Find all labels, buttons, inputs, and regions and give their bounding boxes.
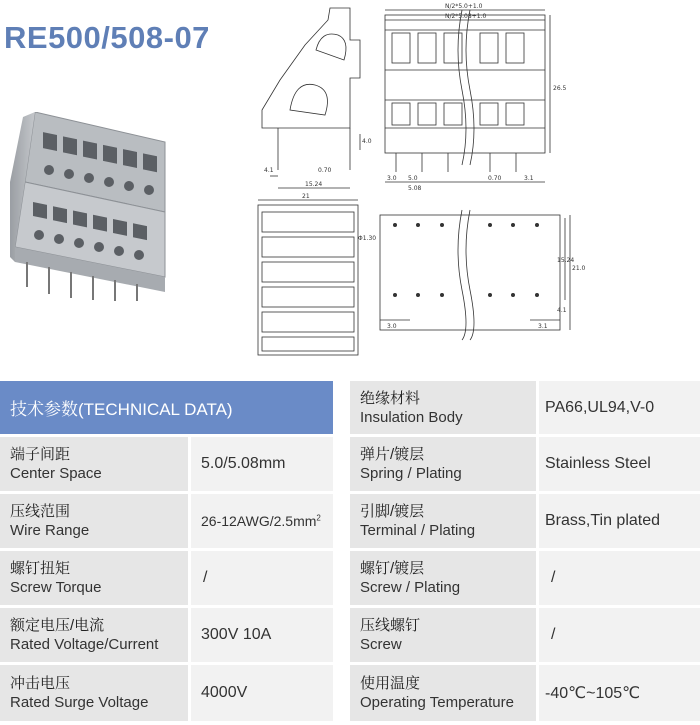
- dim-3-0-b: 3.0: [387, 323, 397, 330]
- dim-3-0: 3.0: [387, 175, 397, 182]
- value-wire-range: $26-12AWG/2.5mm^2$: [191, 494, 333, 548]
- value-screw: /: [539, 608, 700, 662]
- dim-3-1: 3.1: [524, 175, 534, 182]
- value-rated-voltage-current: 300V 10A: [191, 608, 333, 662]
- value-screw-torque: /: [191, 551, 333, 605]
- label-screw-plating: 螺钉/镀层 Screw / Plating: [350, 551, 536, 605]
- dim-5-08: 5.08: [408, 185, 422, 192]
- dim-hole: Φ1.30: [358, 235, 377, 242]
- dim-4-1: 4.1: [264, 167, 274, 174]
- label-insulation-body: 绝缘材料 Insulation Body: [350, 381, 536, 434]
- value-operating-temperature: -40℃~105℃: [539, 665, 700, 721]
- dim-3-1-b: 3.1: [538, 323, 548, 330]
- value-spring-plating: Stainless Steel: [539, 437, 700, 491]
- dim-height: 26.5: [553, 85, 567, 92]
- label-screw-torque: 螺钉扭矩 Screw Torque: [0, 551, 188, 605]
- dim-0-70-b: 0.70: [488, 175, 502, 182]
- dim-0-70-a: 0.70: [318, 167, 332, 174]
- label-operating-temperature: 使用温度 Operating Temperature: [350, 665, 536, 721]
- dim-21-0: 21.0: [572, 265, 586, 272]
- dim-pin-len: 4.0: [362, 138, 372, 145]
- label-wire-range: 压线范围 Wire Range: [0, 494, 188, 548]
- product-photo: [5, 112, 170, 302]
- label-screw: 压线螺钉 Screw: [350, 608, 536, 662]
- technical-data-table: [0, 381, 700, 725]
- technical-drawing: [250, 0, 700, 365]
- dim-15-24-v: 15.24: [557, 257, 575, 264]
- product-title: RE500/508-07: [4, 20, 210, 55]
- value-screw-plating: /: [539, 551, 700, 605]
- table-header: 技术参数(TECHNICAL DATA): [0, 381, 333, 434]
- dim-5-0: 5.0: [408, 175, 418, 182]
- value-terminal-plating: Brass,Tin plated: [539, 494, 700, 548]
- label-rated-voltage-current: 额定电压/电流 Rated Voltage/Current: [0, 608, 188, 662]
- label-terminal-plating: 引脚/镀层 Terminal / Plating: [350, 494, 536, 548]
- label-center-space: 端子间距 Center Space: [0, 437, 188, 491]
- dim-15-24: 15.24: [305, 181, 323, 188]
- value-rated-surge-voltage: 4000V: [191, 665, 333, 721]
- dim-width-21: 21: [302, 193, 310, 200]
- value-insulation-body: PA66,UL94,V-0: [539, 381, 700, 434]
- value-center-space: 5.0/5.08mm: [191, 437, 333, 491]
- dim-pitch-5-0: N/2*5.0+1.0: [445, 3, 483, 10]
- dim-4-1-v: 4.1: [557, 307, 567, 314]
- label-spring-plating: 弹片/镀层 Spring / Plating: [350, 437, 536, 491]
- dim-pitch-5-08: N/2*5.08+1.0: [445, 13, 487, 20]
- label-rated-surge-voltage: 冲击电压 Rated Surge Voltage: [0, 665, 188, 721]
